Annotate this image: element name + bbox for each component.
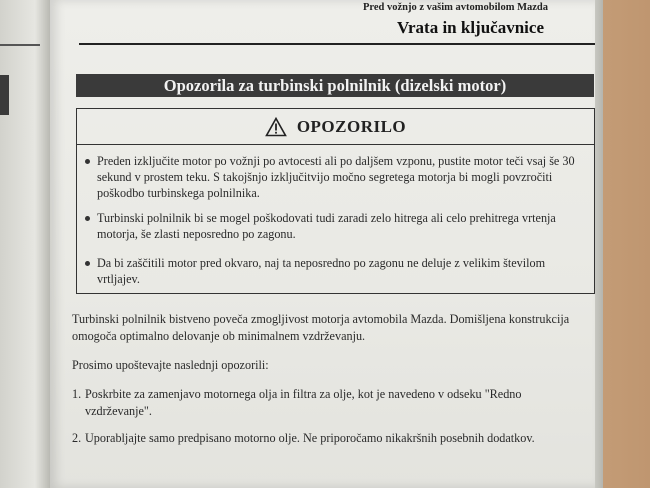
warning-bullet-text: Turbinski polnilnik bi se mogel poškodovati tudi zaradi zelo hitrega ali celo prehitrega vrtenja motorja, še zlasti neposredno po zagonu. xyxy=(97,211,556,241)
running-head: Pred vožnjo z vašim avtomobilom Mazda xyxy=(363,2,548,13)
warning-title: OPOZORILO xyxy=(296,116,407,136)
manual-page xyxy=(50,0,595,488)
page-stack-edge xyxy=(595,0,603,488)
item-number: 1. xyxy=(72,387,82,401)
bullet-dot xyxy=(85,261,90,266)
section-title: Vrata in ključavnice xyxy=(396,18,544,37)
numbered-item xyxy=(72,430,582,447)
warning-bullet xyxy=(85,255,585,287)
previous-page-rule xyxy=(0,44,40,46)
notes-lead-in: Prosimo upoštevajte naslednji opozorili: xyxy=(72,358,269,372)
intro-paragraph: Turbinski polnilnik bistveno poveča zmogljivost motorja avtomobila Mazda. Domišljena konstrukcija omogoča optimalno delovanje ob minimalnem vzdrževanju. xyxy=(72,312,570,343)
item-text: Uporabljajte samo predpisano motorno olje. Ne priporočamo nikakršnih posebnih dodatkov. xyxy=(85,431,535,445)
header-divider xyxy=(79,43,595,45)
warning-bullet-text: Preden izključite motor po vožnji po avtocesti ali po daljšem vzponu, pustite motor teči vsaj še 30 sekund v prostem teku. S takojšnjo izključitvijo močno segretega motorja bi mogli povzročiti poškodbo turbinskega polnilnika. xyxy=(97,154,575,200)
previous-page-tab xyxy=(0,75,9,115)
warning-triangle-icon xyxy=(265,117,287,137)
warning-bullet-text: Da bi zaščitili motor pred okvaro, naj ta neposredno po zagonu ne deluje z velikim številom vrtljajev. xyxy=(97,256,546,286)
warning-bullet xyxy=(85,153,585,201)
item-number: 2. xyxy=(72,431,82,445)
numbered-item xyxy=(72,386,582,419)
warning-bullet xyxy=(85,210,585,242)
section-title-bar: Opozorila za turbinski polnilnik (dizelski motor) xyxy=(76,74,594,97)
warning-box xyxy=(76,108,595,294)
warning-header xyxy=(77,109,594,145)
item-text: Poskrbite za zamenjavo motornega olja in filtra za olje, kot je navedeno v odseku "Redno vzdrževanje". xyxy=(85,387,522,418)
bullet-dot xyxy=(85,159,90,164)
previous-page-edge xyxy=(0,0,50,488)
bullet-dot xyxy=(85,216,90,221)
